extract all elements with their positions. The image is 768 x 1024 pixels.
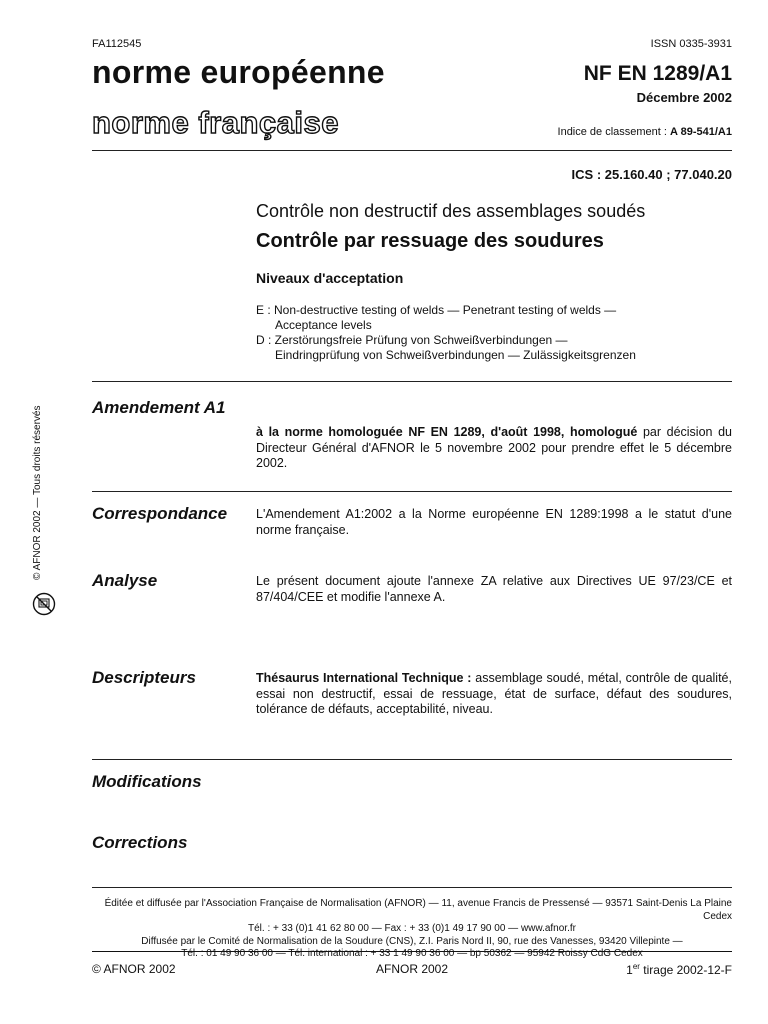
document-reference: FA112545 xyxy=(92,38,142,50)
issn: ISSN 0335-3931 xyxy=(650,38,732,50)
correspondance-text: L'Amendement A1:2002 a la Norme européenne EN 1289:1998 a le statut d'une norme française. xyxy=(256,507,732,537)
footer-line: Diffusée par le Comité de Normalisation de la Soudure (CNS), Z.I. Paris Nord II, 90, rue des Vanesses, 93420 Villepinte — xyxy=(141,935,683,947)
print-run-text: tirage 2002-12-F xyxy=(639,963,732,977)
part-title: Niveaux d'acceptation xyxy=(256,270,404,286)
footer-line: Tél. : 01 49 90 36 00 — Tél. international : + 33 1 49 90 36 00 — bp 50362 — 95942 Roissy CdG Cedex xyxy=(181,948,643,959)
print-run xyxy=(626,962,732,977)
section-divider xyxy=(92,759,732,760)
amendement-text xyxy=(256,425,732,472)
classification-index xyxy=(558,126,732,138)
analyse-text: Le présent document ajoute l'annexe ZA relative aux Directives UE 97/23/CE et 87/404/CEE et modifie l'annexe A. xyxy=(256,574,732,604)
descripteurs-bold: Thésaurus International Technique : xyxy=(256,671,472,685)
footer-copyright: © AFNOR 2002 xyxy=(92,962,176,976)
classification-label: Indice de classement : xyxy=(557,126,671,138)
translation-prefix: E : xyxy=(256,303,275,317)
ics-codes: ICS : 25.160.40 ; 77.040.20 xyxy=(571,167,732,182)
correspondance-heading: Correspondance xyxy=(92,504,228,523)
print-run-superscript: er xyxy=(632,962,640,971)
translation-line: Acceptance levels xyxy=(275,318,372,332)
amendement-rest: par décision du Directeur Général d'AFNOR le 5 novembre 2002 pour prendre effet le 5 décembre 2002. xyxy=(256,425,732,470)
footer-divider-bottom xyxy=(92,951,732,952)
print-run-number: 1 xyxy=(626,963,633,977)
descripteurs-heading: Descripteurs xyxy=(92,668,196,687)
title-french: norme française xyxy=(92,105,339,140)
publication-date: Décembre 2002 xyxy=(636,90,732,105)
footer-line: Tél. : + 33 (0)1 41 62 80 00 — Fax : + 33 (0)1 49 17 90 00 — www.afnor.fr xyxy=(248,923,576,934)
footer-line: Éditée et diffusée par l'Association Française de Normalisation (AFNOR) — 11, avenue Francis de Pressensé — 93571 Saint-Denis La Plaine Cedex xyxy=(104,898,732,922)
translation-english xyxy=(256,303,616,333)
corrections-heading: Corrections xyxy=(92,833,188,852)
no-photocopy-icon xyxy=(32,592,56,616)
footer-divider xyxy=(92,887,732,888)
analyse-heading: Analyse xyxy=(92,571,158,590)
standard-id: NF EN 1289/A1 xyxy=(583,62,732,85)
translation-line: Zerstörungsfreie Prüfung von Schweißverbindungen — xyxy=(274,333,568,347)
sub-title: Contrôle par ressuage des soudures xyxy=(256,230,604,252)
modifications-heading: Modifications xyxy=(92,772,202,791)
translation-line: Non-destructive testing of welds — Penetrant testing of welds — xyxy=(274,303,617,317)
descripteurs-rest: assemblage soudé, métal, contrôle de qualité, essai non destructif, essai de ressuage, état de surface, défaut des soudures, tolérance de défauts, acceptabilité, niveau. xyxy=(256,671,732,716)
translation-prefix: D : xyxy=(256,333,275,347)
amendement-heading: Amendement A1 xyxy=(92,398,226,417)
section-divider xyxy=(92,381,732,382)
header-divider xyxy=(92,150,732,151)
descripteurs-text xyxy=(256,671,732,718)
main-title: Contrôle non destructif des assemblages soudés xyxy=(256,201,646,221)
classification-value: A 89-541/A1 xyxy=(670,126,732,138)
translation-german xyxy=(256,333,636,363)
section-divider xyxy=(92,491,732,492)
amendement-bold: à la norme homologuée NF EN 1289, d'août 1998, homologué xyxy=(256,425,638,439)
title-european: norme européenne xyxy=(92,54,385,90)
translation-line: Eindringprüfung von Schweißverbindungen — Zulässigkeitsgrenzen xyxy=(275,348,636,362)
footer-center: AFNOR 2002 xyxy=(376,962,449,976)
side-copyright: © AFNOR 2002 — Tous droits réservés xyxy=(32,405,43,580)
